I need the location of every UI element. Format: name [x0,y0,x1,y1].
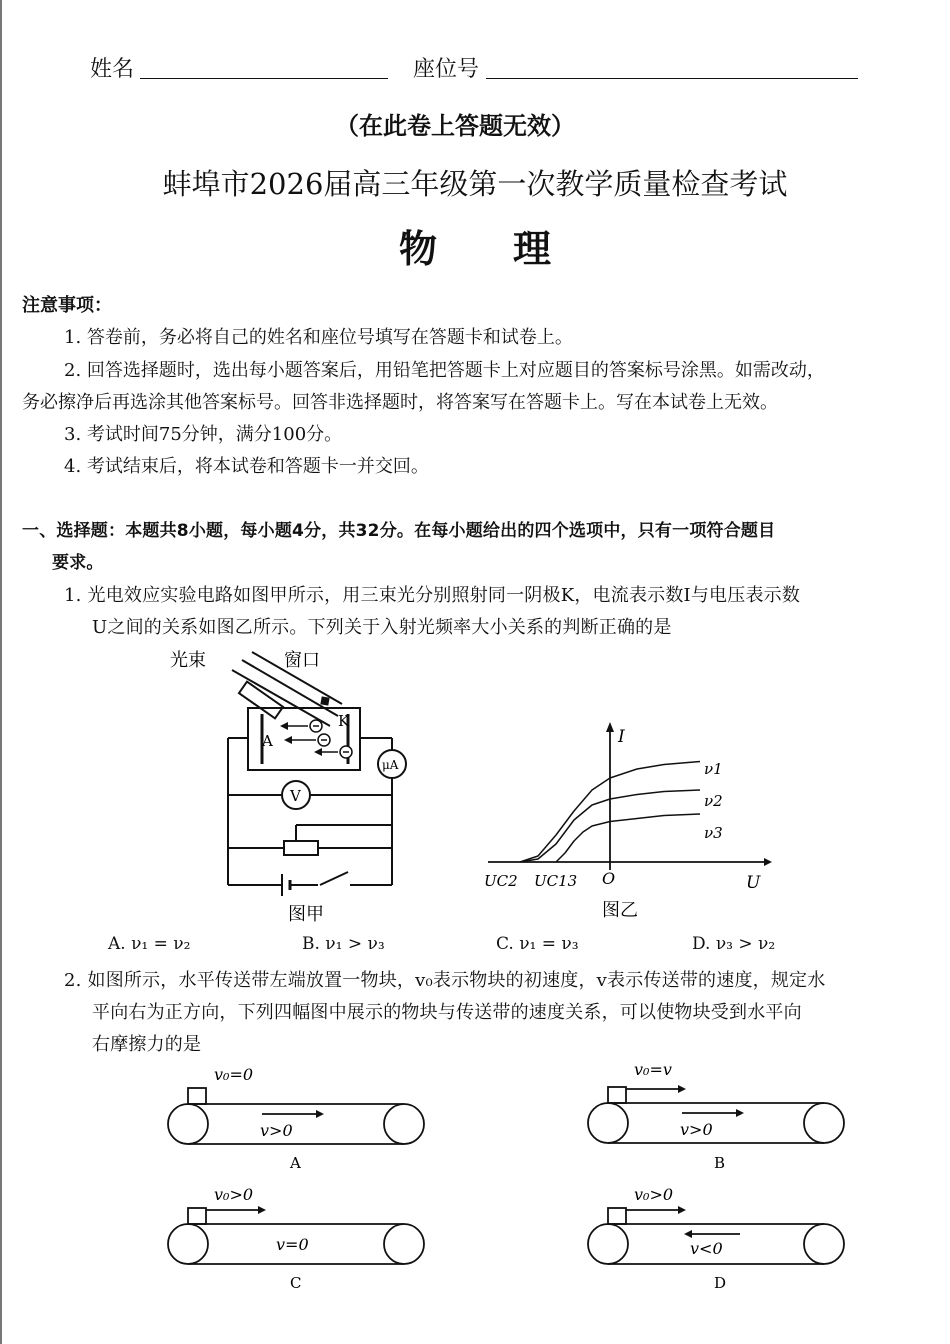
block [188,1088,206,1104]
series-label-v3: ν3 [704,824,723,842]
circuit-diagram [170,640,430,930]
notice-item-4: 4. 考试结束后，将本试卷和答题卡一并交回。 [64,456,429,477]
ammeter-label: μA [382,758,399,772]
q1-option-b[interactable]: B. ν₁ > ν₃ [302,934,385,954]
conveyor-panel-b[interactable] [580,1055,850,1175]
conveyor-panel-d[interactable] [580,1180,850,1290]
panel-d-label: D [714,1274,727,1290]
conveyor-panel-c[interactable] [160,1180,430,1290]
notice-title: 注意事项： [22,295,112,316]
uc13-label: UC13 [534,872,578,890]
section-header-cont: 要求。 [52,553,104,573]
panel-b-v: v>0 [680,1120,713,1139]
curve-ν3 [556,814,700,862]
series-label-v2: ν2 [704,792,723,810]
q2-stem-line2: 平向右为正方向，下列四幅图中展示的物块与传送带的速度关系，可以使物块受到水平向 [92,1002,802,1023]
q1-option-a[interactable]: A. ν₁ = ν₂ [108,934,191,954]
fig-b-caption: 图乙 [602,900,638,921]
cathode-label: K [338,712,350,730]
q1-option-d[interactable]: D. ν₃ > ν₂ [692,934,776,954]
exam-title: 蚌埠市2026届高三年级第一次教学质量检查考试 [162,167,788,201]
notice-item-2: 2. 回答选择题时，选出每小题答案后，用铅笔把答题卡上对应题目的答案标号涂黑。如需改动， [64,360,825,381]
q1-option-c[interactable]: C. ν₁ = ν₃ [496,934,579,954]
x-axis-label: U [746,873,761,893]
panel-c-label: C [290,1274,302,1290]
q1-stem-line1: 1. 光电效应实验电路如图甲所示，用三束光分别照射同一阴极K，电流表示数I与电压表示数 [64,585,801,606]
panel-d-v0: v₀>0 [634,1185,674,1204]
voltmeter-label: V [290,787,301,805]
panel-c-v0: v₀>0 [214,1185,254,1204]
panel-c-v: v=0 [276,1235,309,1254]
seat-label: 座位号 [413,57,480,82]
panel-a-v0: v₀=0 [214,1065,254,1084]
rheostat [284,841,318,855]
seat-blank[interactable] [486,78,858,79]
fig-a-caption: 图甲 [288,904,324,925]
section-header: 一、选择题：本题共8小题，每小题4分，共32分。在每小题给出的四个选项中，只有一项符合题目 [22,521,776,541]
block [608,1208,626,1224]
window-label: 窗口 [284,650,320,671]
notice-item-1: 1. 答卷前，务必将自己的姓名和座位号填写在答题卡和试卷上。 [64,327,573,348]
iu-chart [478,720,778,930]
series-label-v1: ν1 [704,760,723,778]
conveyor-panel-a[interactable] [160,1060,430,1175]
q2-stem-line3: 右摩擦力的是 [92,1034,202,1055]
uc2-label: UC2 [484,872,518,890]
panel-b-label: B [714,1154,726,1172]
name-blank[interactable] [140,78,388,79]
invalid-notice: （在此卷上答题无效） [335,111,575,140]
q2-stem-line1: 2. 如图所示，水平传送带左端放置一物块，v₀表示物块的初速度，v表示传送带的速度，规定水 [64,970,826,991]
origin-label: O [602,869,616,888]
anode-label: A [262,732,273,750]
beam-label: 光束 [170,650,206,671]
panel-d-v: v<0 [690,1239,723,1258]
block [608,1087,626,1103]
panel-b-v0: v₀=v [634,1060,672,1079]
notice-item-2-cont: 务必擦净后再选涂其他答案标号。回答非选择题时，将答案写在答题卡上。写在本试卷上无效。 [22,392,778,413]
panel-a-v: v>0 [260,1121,293,1140]
notice-item-3: 3. 考试时间75分钟，满分100分。 [64,424,343,445]
panel-a-label: A [290,1154,301,1172]
y-axis-label: I [618,727,625,747]
subject-title: 物 理 [398,227,551,271]
name-label: 姓名 [90,57,135,82]
block [188,1208,206,1224]
q1-stem-line2: U之间的关系如图乙所示。下列关于入射光频率大小关系的判断正确的是 [92,617,672,638]
